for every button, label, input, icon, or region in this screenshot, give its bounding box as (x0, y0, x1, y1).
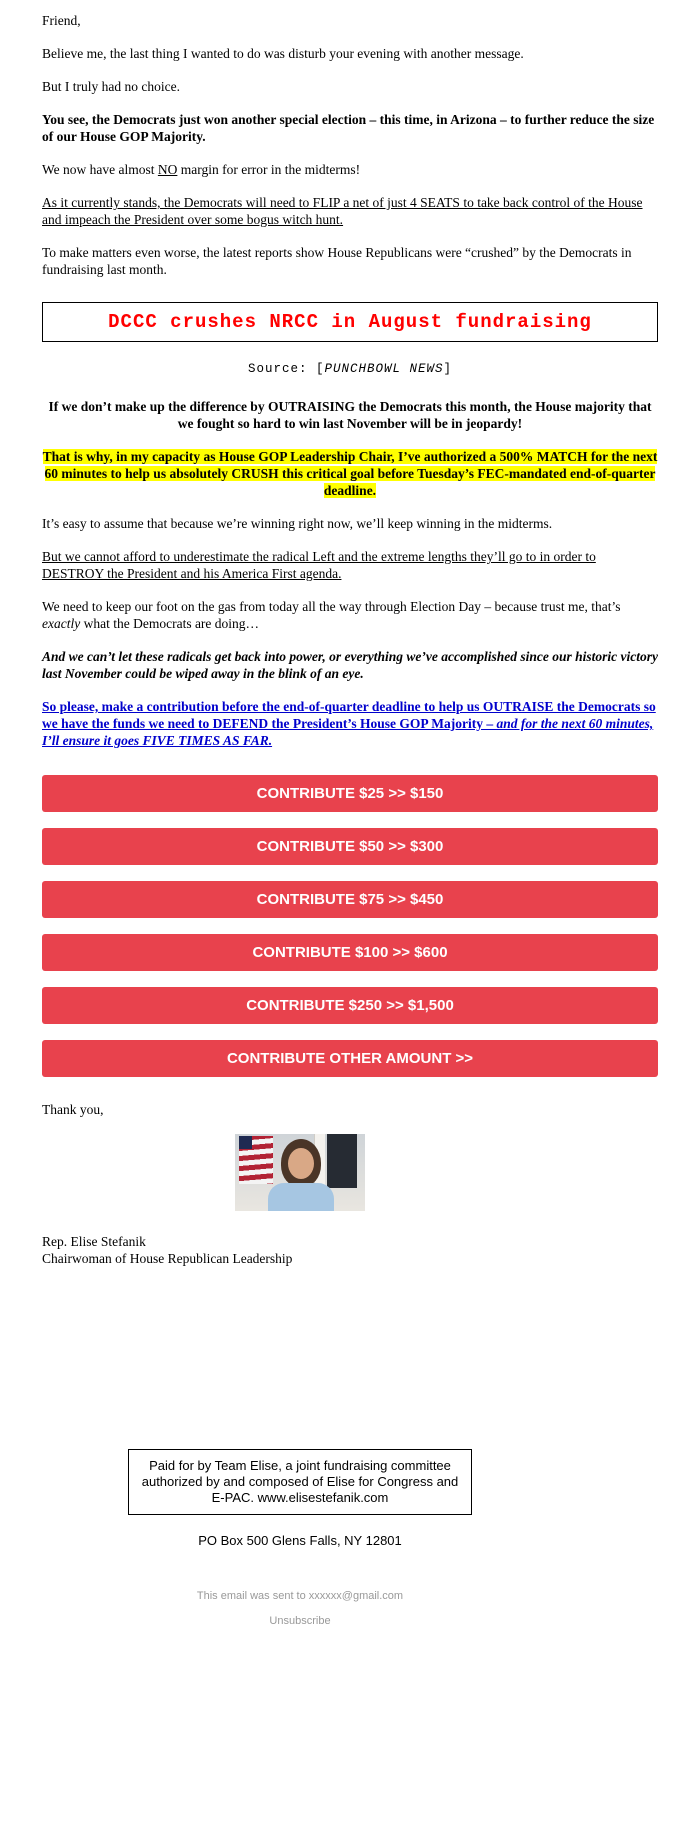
contribute-other-button[interactable]: CONTRIBUTE OTHER AMOUNT >> (42, 1040, 658, 1077)
photo-shirt (268, 1183, 334, 1211)
mailing-address: PO Box 500 Glens Falls, NY 12801 (198, 1533, 402, 1548)
paragraph-foot-on-gas (42, 598, 658, 632)
unsubscribe-link[interactable]: Unsubscribe (269, 1615, 331, 1627)
photo-face (288, 1148, 314, 1179)
news-headline-box (42, 302, 658, 342)
stefanik-photo (235, 1134, 365, 1211)
paragraph-cta (42, 698, 658, 749)
margin-text-end: margin for error in the midterms! (177, 162, 361, 177)
paragraph-radicals: And we can’t let these radicals get back into power, or everything we’ve accomplished since our historic victory last November could be wiped away in the blink of an eye. (42, 649, 658, 681)
signature-name: Rep. Elise Stefanik (42, 1234, 146, 1249)
paid-for-disclaimer-box: Paid for by Team Elise, a joint fundraising committee authorized by and composed of Elise for Congress and E-PAC. www.elisestefanik.com (128, 1449, 472, 1515)
paragraph-thank-you: Thank you, (42, 1102, 104, 1117)
paragraph-outraise: If we don’t make up the difference by OUTRAISING the Democrats this month, the House majority that we fought so hard to win last November will be in jeopardy! (48, 399, 652, 431)
paragraph-match-offer (42, 448, 658, 499)
paragraph-greeting: Friend, (42, 13, 81, 28)
contribute-100-button[interactable]: CONTRIBUTE $100 >> $600 (42, 934, 658, 971)
source-suffix: ] (443, 362, 453, 376)
margin-text-underlined: NO (157, 162, 178, 177)
contribute-50-button[interactable]: CONTRIBUTE $50 >> $300 (42, 828, 658, 865)
paragraph-special-election: You see, the Democrats just won another special election – this time, in Arizona – to further reduce the size of our House GOP Majority. (42, 112, 655, 144)
photo-doorway (327, 1134, 357, 1188)
source-name: PUNCHBOWL NEWS (324, 362, 444, 376)
paragraph-margin (42, 161, 658, 178)
signature-block (0, 1233, 700, 1267)
paragraph-flip-seats: As it currently stands, the Democrats will need to FLIP a net of just 4 SEATS to take back control of the House and impeach the President over some bogus witch hunt. (42, 195, 643, 227)
contribute-75-button[interactable]: CONTRIBUTE $75 >> $450 (42, 881, 658, 918)
paragraph-underestimate: But we cannot afford to underestimate the radical Left and the extreme lengths they’ll go to in order to DESTROY the President and his America First agenda. (42, 549, 596, 581)
source-line (42, 362, 658, 376)
sent-to-note: This email was sent to xxxxxx@gmail.com (196, 1590, 404, 1602)
gas-text-start: We need to keep our foot on the gas from today all the way through Election Day – because trust me, that’s (42, 599, 621, 614)
paragraph-crushed: To make matters even worse, the latest reports show House Republicans were “crushed” by the Democrats in fundraising last month. (42, 245, 632, 277)
contribute-text-link[interactable] (42, 699, 656, 748)
signature-title: Chairwoman of House Republican Leadership (42, 1251, 293, 1266)
email-footer (0, 1449, 600, 1627)
gas-text-italic: exactly (42, 616, 81, 631)
photo-flag-canton (239, 1136, 252, 1149)
highlighted-match-text: That is why, in my capacity as House GOP Leadership Chair, I’ve authorized a 500% MATCH for the next 60 minutes to help us absolutely CRUSH this critical goal before Tuesday’s FEC-mandated end-of-quarter deadline. (42, 449, 658, 498)
news-headline: DCCC crushes NRCC in August fundraising (108, 311, 592, 333)
source-prefix: Source: [ (247, 362, 325, 376)
paragraph-easy-assume: It’s easy to assume that because we’re winning right now, we’ll keep winning in the midterms. (42, 516, 553, 531)
gas-text-end: what the Democrats are doing… (80, 616, 260, 631)
contribute-250-button[interactable]: CONTRIBUTE $250 >> $1,500 (42, 987, 658, 1024)
margin-text-start: We now have almost (42, 162, 158, 177)
paragraph-believe: Believe me, the last thing I wanted to do was disturb your evening with another message. (42, 46, 524, 61)
signature-photo-strip (0, 1134, 600, 1215)
cta-italic-text: and for the next 60 minutes, I’ll ensure it goes FIVE TIMES AS FAR. (42, 716, 654, 748)
paragraph-no-choice: But I truly had no choice. (42, 79, 180, 94)
contribute-25-button[interactable]: CONTRIBUTE $25 >> $150 (42, 775, 658, 812)
cta-main-text: So please, make a contribution before the end-of-quarter deadline to help us OUTRAISE the Democrats so we have the funds we need to DEFEND the President’s House GOP Majority – (42, 699, 656, 731)
